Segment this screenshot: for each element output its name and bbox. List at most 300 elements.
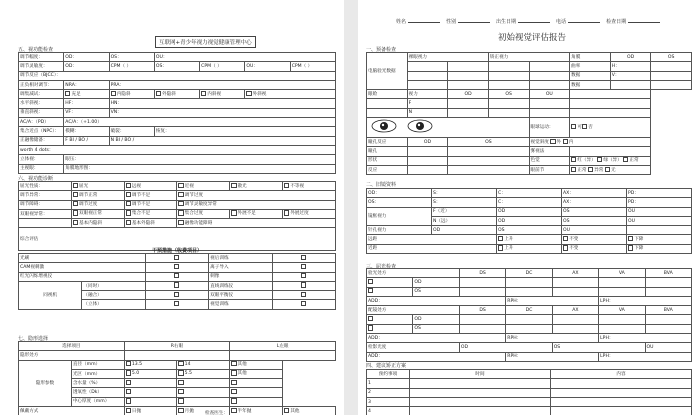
checkbox[interactable] xyxy=(301,273,306,278)
section-title: 一、预备检查 xyxy=(366,47,397,53)
table-cell: 调节障碍： xyxy=(19,200,72,209)
empty-cell[interactable] xyxy=(410,379,551,388)
table-cell xyxy=(570,118,651,138)
header-field-input[interactable] xyxy=(458,22,490,23)
row-label: 视力 xyxy=(407,90,448,99)
table-row xyxy=(367,226,692,235)
table-cell xyxy=(64,90,109,99)
header-field-input[interactable] xyxy=(628,22,660,23)
checkbox[interactable] xyxy=(301,255,306,260)
row-label: N xyxy=(407,108,448,117)
vision-function-table xyxy=(18,52,336,174)
row-label: F xyxy=(407,99,448,108)
checkbox[interactable] xyxy=(597,157,602,162)
table-row xyxy=(19,136,336,145)
table-cell xyxy=(562,235,627,244)
checkbox[interactable] xyxy=(498,245,503,250)
checkbox-label: 远视 xyxy=(131,183,142,189)
empty-cell[interactable] xyxy=(407,165,448,174)
table-cell: AC/A：（+1.00） xyxy=(64,118,336,127)
checkbox[interactable] xyxy=(65,91,70,96)
header-field-label: 出生日期 xyxy=(496,19,517,25)
checkbox[interactable] xyxy=(201,91,206,96)
table-cell[interactable] xyxy=(145,281,208,290)
checkbox[interactable] xyxy=(174,264,179,269)
table-cell: F（近） xyxy=(432,207,497,216)
training-heading: 干预措施（收费项目） xyxy=(151,248,202,254)
table-cell: OU： xyxy=(154,53,335,62)
empty-cell[interactable] xyxy=(124,351,230,360)
checkbox[interactable] xyxy=(301,301,306,306)
table-row xyxy=(19,360,336,369)
table-row xyxy=(367,62,692,71)
checkbox[interactable] xyxy=(126,398,131,403)
checkbox[interactable] xyxy=(126,201,131,206)
checkbox[interactable] xyxy=(231,183,236,188)
table-cell: H： xyxy=(610,62,651,71)
table-row xyxy=(367,370,692,379)
checkbox-label: 不等视 xyxy=(290,183,305,189)
empty-cell[interactable] xyxy=(552,278,598,287)
checkbox[interactable] xyxy=(284,183,289,188)
empty-cell[interactable] xyxy=(599,278,645,287)
table-cell: 模糊： xyxy=(64,127,109,136)
empty-cell[interactable] xyxy=(529,62,570,71)
table-cell[interactable] xyxy=(272,281,335,290)
checkbox[interactable] xyxy=(178,210,183,215)
empty-cell[interactable] xyxy=(570,90,651,99)
checkbox-label: 外斜视 xyxy=(252,91,267,97)
table-cell: OU xyxy=(627,216,692,225)
checkbox[interactable] xyxy=(571,124,576,129)
checkbox[interactable] xyxy=(73,201,78,206)
row-number: 4 xyxy=(367,407,410,415)
column-header: DC xyxy=(506,306,552,315)
table-cell: worth 4 dots： xyxy=(19,145,336,154)
empty-cell[interactable] xyxy=(551,388,692,397)
empty-cell[interactable] xyxy=(367,99,408,108)
row-label: 反应 xyxy=(367,165,408,174)
checkbox[interactable] xyxy=(231,370,236,375)
table-cell[interactable] xyxy=(145,263,208,272)
column-header: AX xyxy=(552,306,598,315)
table-cell: 调节反应（BJCC）： xyxy=(19,71,336,80)
empty-cell[interactable] xyxy=(407,156,448,165)
table-row xyxy=(367,315,692,324)
checkbox[interactable] xyxy=(174,292,179,297)
empty-cell[interactable] xyxy=(529,71,570,80)
empty-cell[interactable] xyxy=(410,388,551,397)
checkbox[interactable] xyxy=(174,255,179,260)
checkbox[interactable] xyxy=(174,273,179,278)
table-cell xyxy=(230,407,283,415)
checkbox[interactable] xyxy=(368,288,373,293)
checkbox[interactable] xyxy=(582,124,587,129)
checkbox-label: 内斜视 xyxy=(207,91,222,97)
checkbox[interactable] xyxy=(126,408,131,413)
empty-cell[interactable] xyxy=(407,147,448,156)
table-cell xyxy=(230,182,283,191)
table-cell: OD xyxy=(497,207,562,216)
empty-cell[interactable] xyxy=(488,62,529,71)
checkbox[interactable] xyxy=(284,408,289,413)
empty-cell[interactable] xyxy=(651,71,692,80)
table-row xyxy=(367,324,692,333)
column-header: DC xyxy=(506,269,552,278)
empty-cell[interactable] xyxy=(407,80,448,89)
checkbox[interactable] xyxy=(231,408,236,413)
table-row xyxy=(367,156,692,165)
table-row xyxy=(19,118,336,127)
empty-cell[interactable] xyxy=(448,165,529,174)
empty-cell[interactable] xyxy=(645,287,691,296)
row-label: 色觉 xyxy=(529,156,570,165)
checkbox[interactable] xyxy=(73,210,78,215)
table-cell xyxy=(124,369,177,378)
checkbox[interactable] xyxy=(231,389,236,394)
table-cell xyxy=(124,388,177,397)
empty-cell[interactable] xyxy=(488,108,529,117)
empty-cell[interactable] xyxy=(448,147,529,156)
table-row xyxy=(367,71,692,80)
row-number: 2 xyxy=(367,388,410,397)
empty-cell[interactable] xyxy=(448,62,489,71)
section-title: 三、屈光检查 xyxy=(366,264,397,270)
empty-cell[interactable] xyxy=(506,287,552,296)
column-header: 时间 xyxy=(410,370,551,379)
table-cell xyxy=(109,90,154,99)
empty-cell[interactable] xyxy=(570,147,651,156)
eye-diagram xyxy=(367,118,530,138)
table-cell[interactable] xyxy=(145,272,208,281)
checkbox[interactable] xyxy=(301,264,306,269)
empty-cell[interactable] xyxy=(529,80,570,89)
empty-cell[interactable] xyxy=(448,80,489,89)
checkbox[interactable] xyxy=(368,279,373,284)
checkbox[interactable] xyxy=(73,183,78,188)
checkbox[interactable] xyxy=(301,292,306,297)
row-label: 角膜 xyxy=(570,53,611,62)
checkbox[interactable] xyxy=(588,167,593,172)
checkbox[interactable] xyxy=(174,301,179,306)
checkbox[interactable] xyxy=(571,157,576,162)
checkbox[interactable] xyxy=(178,201,183,206)
table-cell: VF： xyxy=(64,108,109,117)
checkbox[interactable] xyxy=(126,361,131,366)
table-cell: S： xyxy=(432,198,497,207)
table-cell: 正负相对调节： xyxy=(19,80,64,89)
checkbox[interactable] xyxy=(174,282,179,287)
checkbox[interactable] xyxy=(550,139,555,144)
empty-cell[interactable] xyxy=(506,278,552,287)
table-row xyxy=(19,263,336,272)
table-row xyxy=(367,397,692,406)
table-cell: 集合近点（NPC）： xyxy=(19,127,64,136)
checkbox[interactable] xyxy=(178,370,183,375)
checkbox[interactable] xyxy=(301,282,306,287)
checkbox[interactable] xyxy=(368,325,373,330)
column-header: OD xyxy=(610,53,651,62)
table-cell xyxy=(230,360,283,369)
checkbox[interactable] xyxy=(628,245,633,250)
empty-cell[interactable] xyxy=(448,99,489,108)
checkbox-cell[interactable] xyxy=(367,324,413,333)
checkbox[interactable] xyxy=(563,245,568,250)
table-cell xyxy=(230,379,283,388)
table-row xyxy=(367,207,692,216)
empty-cell[interactable] xyxy=(448,108,489,117)
row-label: 眼睑 xyxy=(367,90,408,99)
checkbox[interactable] xyxy=(156,91,161,96)
refraction-table xyxy=(366,268,692,362)
checkbox[interactable] xyxy=(368,316,373,321)
table-cell: LPH： xyxy=(599,352,692,361)
empty-cell[interactable] xyxy=(599,287,645,296)
checkbox[interactable] xyxy=(178,183,183,188)
checkbox[interactable] xyxy=(126,192,131,197)
row-number: 3 xyxy=(367,397,410,406)
checkbox[interactable] xyxy=(126,220,131,225)
checkbox[interactable] xyxy=(571,167,576,172)
column-header: L左眼 xyxy=(230,342,336,351)
table-cell[interactable] xyxy=(272,300,335,309)
left-page xyxy=(0,0,344,415)
empty-cell[interactable] xyxy=(506,324,552,333)
empty-cell[interactable] xyxy=(645,315,691,324)
empty-cell[interactable] xyxy=(529,108,570,117)
table-cell: OU： xyxy=(245,62,290,71)
table-row xyxy=(367,147,692,156)
checkbox[interactable] xyxy=(73,220,78,225)
table-cell xyxy=(124,191,177,200)
empty-cell[interactable] xyxy=(459,278,505,287)
empty-cell[interactable] xyxy=(459,324,505,333)
table-row xyxy=(19,342,336,351)
empty-cell[interactable] xyxy=(459,287,505,296)
empty-cell[interactable] xyxy=(551,379,692,388)
table-row xyxy=(367,306,692,315)
right-page xyxy=(358,0,700,415)
empty-cell[interactable] xyxy=(645,324,691,333)
table-cell: 调集减试： xyxy=(19,90,64,99)
empty-cell[interactable] xyxy=(551,397,692,406)
section-title: 六、视功能诊断 xyxy=(18,176,54,182)
checkbox-cell[interactable] xyxy=(367,278,413,287)
table-cell xyxy=(124,379,177,388)
empty-cell[interactable] xyxy=(570,108,651,117)
table-cell: 光区（mm） xyxy=(71,369,124,378)
table-row xyxy=(367,269,692,278)
checkbox-label: 调节不足 xyxy=(131,192,151,198)
table-cell: OD： xyxy=(64,53,109,62)
empty-cell[interactable] xyxy=(410,397,551,406)
row-label: 雾视法 xyxy=(529,147,570,156)
checkbox[interactable] xyxy=(178,389,183,394)
empty-cell[interactable] xyxy=(448,156,529,165)
checkbox[interactable] xyxy=(73,192,78,197)
table-cell xyxy=(124,219,177,228)
checkbox[interactable] xyxy=(126,380,131,385)
table-cell: OU xyxy=(562,226,627,235)
checkbox[interactable] xyxy=(498,236,503,241)
empty-cell[interactable] xyxy=(488,99,529,108)
checkbox-label: 调节不足 xyxy=(131,202,151,208)
table-cell xyxy=(627,244,692,253)
table-cell: CPM（ ） xyxy=(109,62,154,71)
section-title: 七、隐形选择 xyxy=(18,336,49,342)
checkbox[interactable] xyxy=(246,91,251,96)
checkbox[interactable] xyxy=(628,236,633,241)
empty-cell[interactable] xyxy=(407,71,448,80)
table-cell[interactable] xyxy=(19,219,72,228)
checkbox-label: 5.5 xyxy=(184,371,192,377)
empty-cell[interactable] xyxy=(459,315,505,324)
row-label: OS xyxy=(413,324,459,333)
column-header: R右眼 xyxy=(124,342,230,351)
checkbox-cell[interactable] xyxy=(367,315,413,324)
checkbox-label: 充足 xyxy=(71,91,81,97)
column-header: VA xyxy=(599,269,645,278)
table-cell: 主视眼： xyxy=(19,164,64,173)
table-row xyxy=(19,53,336,62)
empty-cell[interactable] xyxy=(230,351,336,360)
table-cell: F BI / BO / xyxy=(64,136,109,145)
checkbox[interactable] xyxy=(126,183,131,188)
table-row xyxy=(19,127,336,136)
table-row xyxy=(19,108,336,117)
table-cell: N（远） xyxy=(432,216,497,225)
checkbox[interactable] xyxy=(563,139,568,144)
doctor-label: 检查医生： xyxy=(205,411,228,415)
empty-cell[interactable] xyxy=(651,80,692,89)
table-cell: OS： xyxy=(109,53,154,62)
empty-cell[interactable] xyxy=(448,71,489,80)
checkbox-label: 外 xyxy=(556,139,563,145)
empty-cell[interactable] xyxy=(367,108,408,117)
checkbox-label: 月抛 xyxy=(184,408,194,414)
empty-cell[interactable] xyxy=(599,324,645,333)
table-cell: OD xyxy=(432,226,497,235)
checkbox[interactable] xyxy=(231,380,236,385)
table-cell: （融合） xyxy=(82,291,145,300)
table-cell[interactable] xyxy=(145,291,208,300)
header-field-input[interactable] xyxy=(568,22,600,23)
checkbox[interactable] xyxy=(284,210,289,215)
table-cell[interactable] xyxy=(272,272,335,281)
table-row xyxy=(367,80,692,89)
checkbox-cell[interactable] xyxy=(367,287,413,296)
table-row xyxy=(367,296,692,305)
table-cell xyxy=(177,209,230,218)
checkbox[interactable] xyxy=(231,398,236,403)
column-header: OS xyxy=(448,138,529,147)
checkbox-label: 无 xyxy=(611,167,616,173)
table-cell[interactable] xyxy=(145,300,208,309)
table-cell xyxy=(177,360,230,369)
table-row xyxy=(19,209,336,218)
empty-cell[interactable] xyxy=(529,99,570,108)
checkbox[interactable] xyxy=(126,389,131,394)
checkbox[interactable] xyxy=(605,167,610,172)
column-header: DS xyxy=(459,269,505,278)
row-label: OS xyxy=(413,287,459,296)
empty-cell[interactable] xyxy=(551,407,692,415)
row-label: 眼球运动： xyxy=(529,118,570,138)
row-label: 数据 xyxy=(570,80,611,89)
checkbox[interactable] xyxy=(563,236,568,241)
table-cell xyxy=(177,397,230,406)
empty-cell[interactable] xyxy=(552,324,598,333)
empty-cell[interactable] xyxy=(407,62,448,71)
table-row xyxy=(367,334,692,343)
table-cell[interactable] xyxy=(272,263,335,272)
plan-table xyxy=(366,369,692,415)
row-label: 曲率 xyxy=(570,62,611,71)
checkbox[interactable] xyxy=(178,380,183,385)
table-cell: 双眼视异常： xyxy=(19,209,72,218)
empty-cell[interactable] xyxy=(488,80,529,89)
empty-cell[interactable] xyxy=(627,226,692,235)
empty-cell[interactable] xyxy=(570,99,651,108)
table-row xyxy=(19,62,336,71)
header-field-input[interactable] xyxy=(518,22,550,23)
empty-cell[interactable] xyxy=(506,315,552,324)
checkbox[interactable] xyxy=(126,370,131,375)
empty-cell[interactable] xyxy=(410,407,551,415)
table-row xyxy=(19,164,336,173)
empty-cell[interactable] xyxy=(651,62,692,71)
empty-cell[interactable] xyxy=(645,278,691,287)
table-cell: 双眼平衡仪 xyxy=(209,291,272,300)
checkbox[interactable] xyxy=(178,192,183,197)
table-cell: OS xyxy=(497,226,562,235)
contact-lens-table xyxy=(18,341,336,415)
empty-cell[interactable] xyxy=(599,315,645,324)
checkbox[interactable] xyxy=(178,361,183,366)
checkbox-label: 14 xyxy=(184,362,191,368)
checkbox[interactable] xyxy=(111,91,116,96)
checkbox[interactable] xyxy=(623,157,628,162)
table-cell[interactable] xyxy=(272,254,335,263)
column-header: AX xyxy=(552,269,598,278)
table-cell: LPH： xyxy=(599,296,692,305)
column-header: OD xyxy=(448,90,489,99)
checkbox-label: 上升 xyxy=(504,237,514,243)
table-cell xyxy=(124,182,177,191)
table-row xyxy=(19,99,336,108)
table-cell[interactable] xyxy=(272,291,335,300)
table-cell: C： xyxy=(497,189,562,198)
checkbox[interactable] xyxy=(231,361,236,366)
checkbox[interactable] xyxy=(231,210,236,215)
table-cell[interactable] xyxy=(145,254,208,263)
empty-cell[interactable] xyxy=(552,315,598,324)
empty-cell[interactable] xyxy=(552,287,598,296)
checkbox[interactable] xyxy=(178,408,183,413)
table-cell: LPH： xyxy=(599,334,692,343)
checkbox-label: 红（异） xyxy=(577,158,598,164)
checkbox[interactable] xyxy=(178,398,183,403)
table-row xyxy=(367,198,692,207)
checkbox[interactable] xyxy=(178,220,183,225)
preliminary-table xyxy=(366,52,692,175)
empty-cell[interactable] xyxy=(488,71,529,80)
table-cell: OS xyxy=(552,343,645,352)
header-field-input[interactable] xyxy=(408,22,440,23)
checkbox[interactable] xyxy=(126,210,131,215)
table-row xyxy=(367,53,692,62)
table-row xyxy=(367,388,692,397)
